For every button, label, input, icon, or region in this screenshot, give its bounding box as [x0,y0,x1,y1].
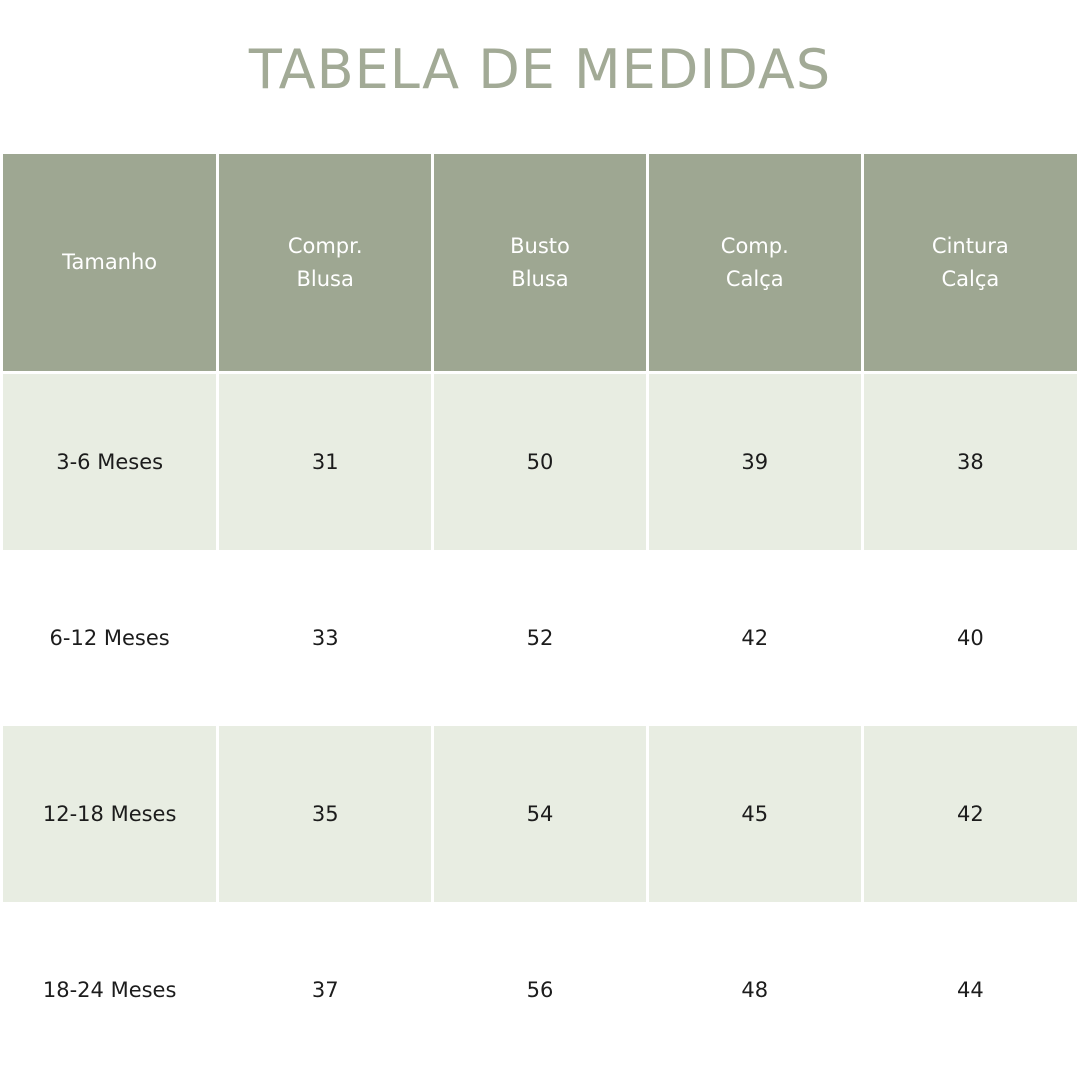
header-busto-blusa [433,154,648,373]
compr-blusa-cell: 35 [218,726,433,902]
header-comp-calca-line1: Comp. [720,233,789,258]
compr-blusa-cell: 33 [218,550,433,726]
header-cintura-calca [862,154,1077,373]
header-row [3,154,1077,373]
busto-blusa-cell: 50 [433,373,648,551]
header-busto-blusa-line1: Busto [510,233,570,258]
cintura-calca-cell: 44 [862,902,1077,1078]
header-busto-blusa-line2: Blusa [511,266,569,291]
table-row [3,373,1077,551]
cintura-calca-cell: 40 [862,550,1077,726]
size-cell: 6-12 Meses [3,550,218,726]
header-compr-blusa-line2: Blusa [296,266,354,291]
header-compr-blusa-line1: Compr. [287,233,363,258]
size-chart-table [3,154,1077,1078]
cintura-calca-cell: 38 [862,373,1077,551]
header-cintura-calca-line2: Calça [941,266,1000,291]
header-tamanho-label: Tamanho [62,250,158,274]
size-cell: 3-6 Meses [3,373,218,551]
table-row [3,902,1077,1078]
page-title: TABELA DE MEDIDAS [248,38,832,101]
cintura-calca-cell: 42 [862,726,1077,902]
table-row [3,550,1077,726]
compr-blusa-cell: 31 [218,373,433,551]
busto-blusa-cell: 56 [433,902,648,1078]
comp-calca-cell: 45 [647,726,862,902]
compr-blusa-cell: 37 [218,902,433,1078]
header-tamanho [3,154,218,373]
size-cell: 12-18 Meses [3,726,218,902]
comp-calca-cell: 48 [647,902,862,1078]
size-cell: 18-24 Meses [3,902,218,1078]
comp-calca-cell: 39 [647,373,862,551]
header-comp-calca [647,154,862,373]
busto-blusa-cell: 52 [433,550,648,726]
header-comp-calca-line2: Calça [725,266,784,291]
header-compr-blusa [218,154,433,373]
table-row [3,726,1077,902]
header-cintura-calca-line1: Cintura [931,233,1009,258]
busto-blusa-cell: 54 [433,726,648,902]
comp-calca-cell: 42 [647,550,862,726]
